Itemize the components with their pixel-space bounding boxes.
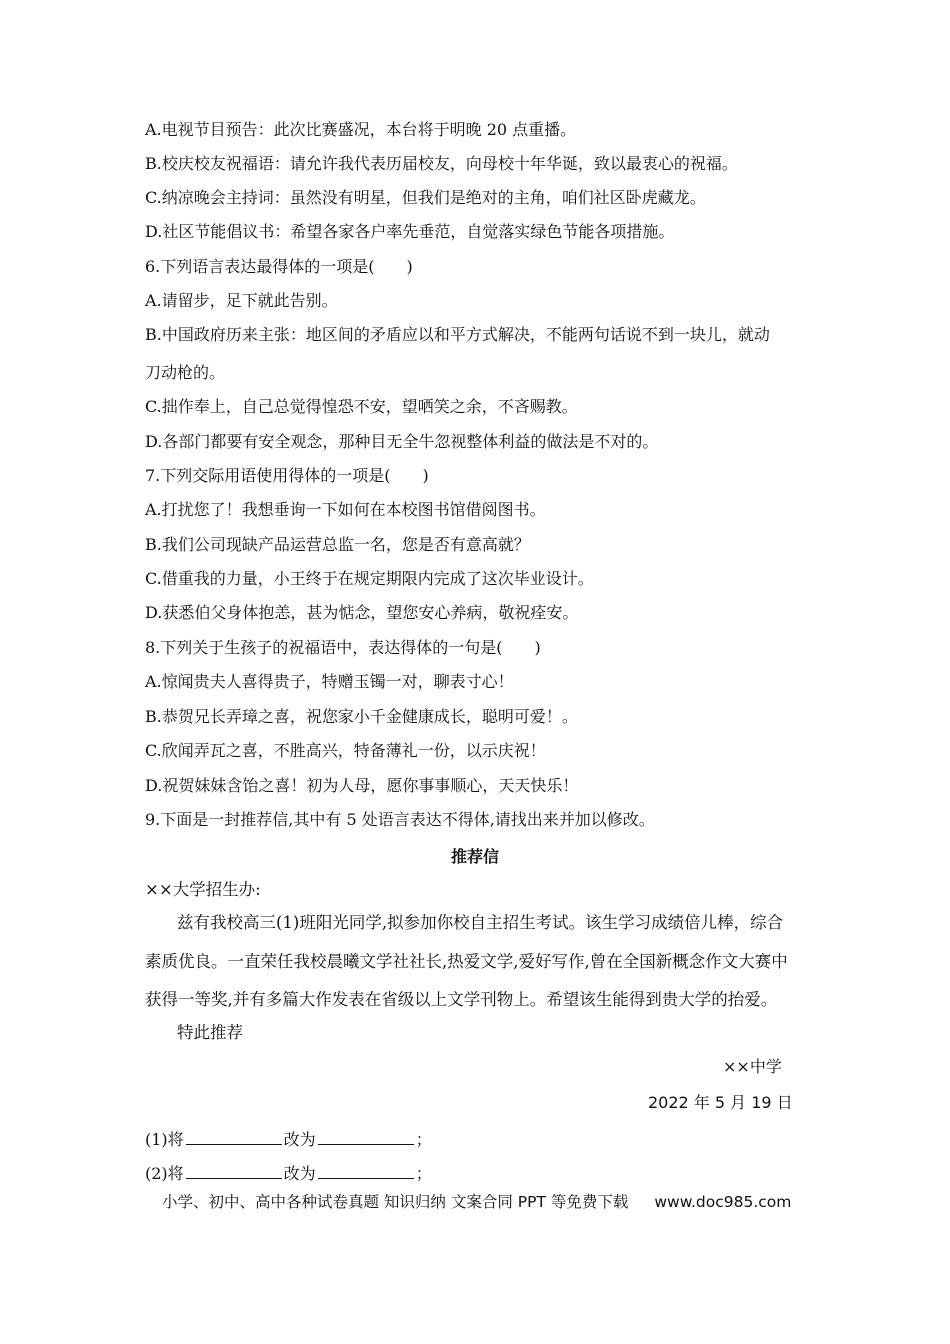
q6-stem: 6.下列语言表达最得体的一项是( ) [145,257,413,276]
q7-option-c: C.借重我的力量，小王终于在规定期限内完成了这次毕业设计。 [145,569,594,588]
q5-option-d: D.社区节能倡议书：希望各家各户率先垂范，自觉落实绿色节能各项措施。 [145,222,675,241]
letter-body-line-3: 获得一等奖,并有多篇大作发表在省级以上文学刊物上。希望该生能得到贵大学的抬爱。 [145,990,778,1009]
answer-1-mid: 改为 [283,1130,316,1149]
q8-option-d: D.祝贺妹妹含饴之喜！初为人母，愿你事事顺心，天天快乐！ [145,776,579,795]
q8-option-c: C.欣闻弄瓦之喜，不胜高兴，特备薄礼一份，以示庆祝！ [145,741,546,760]
q6-option-c: C.拙作奉上，自己总觉得惶恐不安，望哂笑之余，不吝赐教。 [145,397,578,416]
footer-text: 小学、初中、高中各种试卷真题 知识归纳 文案合同 PPT 等免费下载 [162,1193,629,1211]
answer-2-end: ； [415,1164,432,1183]
answer-2-blank-original[interactable] [186,1162,282,1179]
q6-option-a: A.请留步，足下就此告别。 [145,291,338,310]
q6-option-b: B.中国政府历来主张：地区间的矛盾应以和平方式解决，不能两句话说不到一块儿，就动 [145,325,770,344]
q6-option-b-cont: 刀动枪的。 [145,363,226,382]
letter-salutation: ××大学招生办: [145,880,261,899]
q8-stem: 8.下列关于生孩子的祝福语中，表达得体的一句是( ) [145,638,541,657]
q7-option-a: A.打扰您了！我想垂询一下如何在本校图书馆借阅图书。 [145,500,546,519]
answer-1-blank-revision[interactable] [318,1128,414,1145]
letter-body-line-1: 兹有我校高三(1)班阳光同学,拟参加你校自主招生考试。该生学习成绩倍儿棒，综合 [177,913,784,932]
q8-option-a: A.惊闻贵夫人喜得贵子，特赠玉镯一对，聊表寸心！ [145,672,514,691]
answer-line-1 [145,1128,432,1150]
q6-option-d: D.各部门都要有安全观念，那种目无全牛忽视整体利益的做法是不对的。 [145,432,659,451]
answer-1-blank-original[interactable] [186,1128,282,1145]
answer-1-end: ； [415,1130,432,1149]
q9-stem: 9.下面是一封推荐信,其中有 5 处语言表达不得体,请找出来并加以修改。 [145,810,655,829]
q5-option-a: A.电视节目预告：此次比赛盛况，本台将于明晚 20 点重播。 [145,120,577,139]
q8-option-b: B.恭贺兄长弄璋之喜，祝您家小千金健康成长，聪明可爱！。 [145,707,578,726]
q5-option-b: B.校庆校友祝福语：请允许我代表历届校友，向母校十年华诞，致以最衷心的祝福。 [145,154,738,173]
letter-body-line-2: 素质优良。一直荣任我校晨曦文学社社长,热爱文学,爱好写作,曾在全国新概念作文大赛中 [145,952,788,971]
letter-sender: ××中学 [723,1057,782,1076]
q7-option-d: D.获悉伯父身体抱恙，甚为惦念，望您安心养病，敬祝痊安。 [145,603,579,622]
page-footer [162,1192,791,1212]
q5-option-c: C.纳凉晚会主持词：虽然没有明星，但我们是绝对的主角，咱们社区卧虎藏龙。 [145,188,706,207]
letter-title: 推荐信 [450,847,499,866]
answer-1-label: (1)将 [145,1130,184,1149]
answer-line-2 [145,1162,432,1184]
answer-2-blank-revision[interactable] [318,1162,414,1179]
q7-option-b: B.我们公司现缺产品运营总监一名，您是否有意高就？ [145,535,530,554]
q7-stem: 7.下列交际用语使用得体的一项是( ) [145,466,429,485]
answer-2-mid: 改为 [283,1164,316,1183]
letter-closing: 特此推荐 [177,1023,243,1042]
letter-date: 2022 年 5 月 19 日 [648,1093,793,1112]
answer-2-label: (2)将 [145,1164,184,1183]
footer-url[interactable]: www.doc985.com [654,1193,792,1211]
